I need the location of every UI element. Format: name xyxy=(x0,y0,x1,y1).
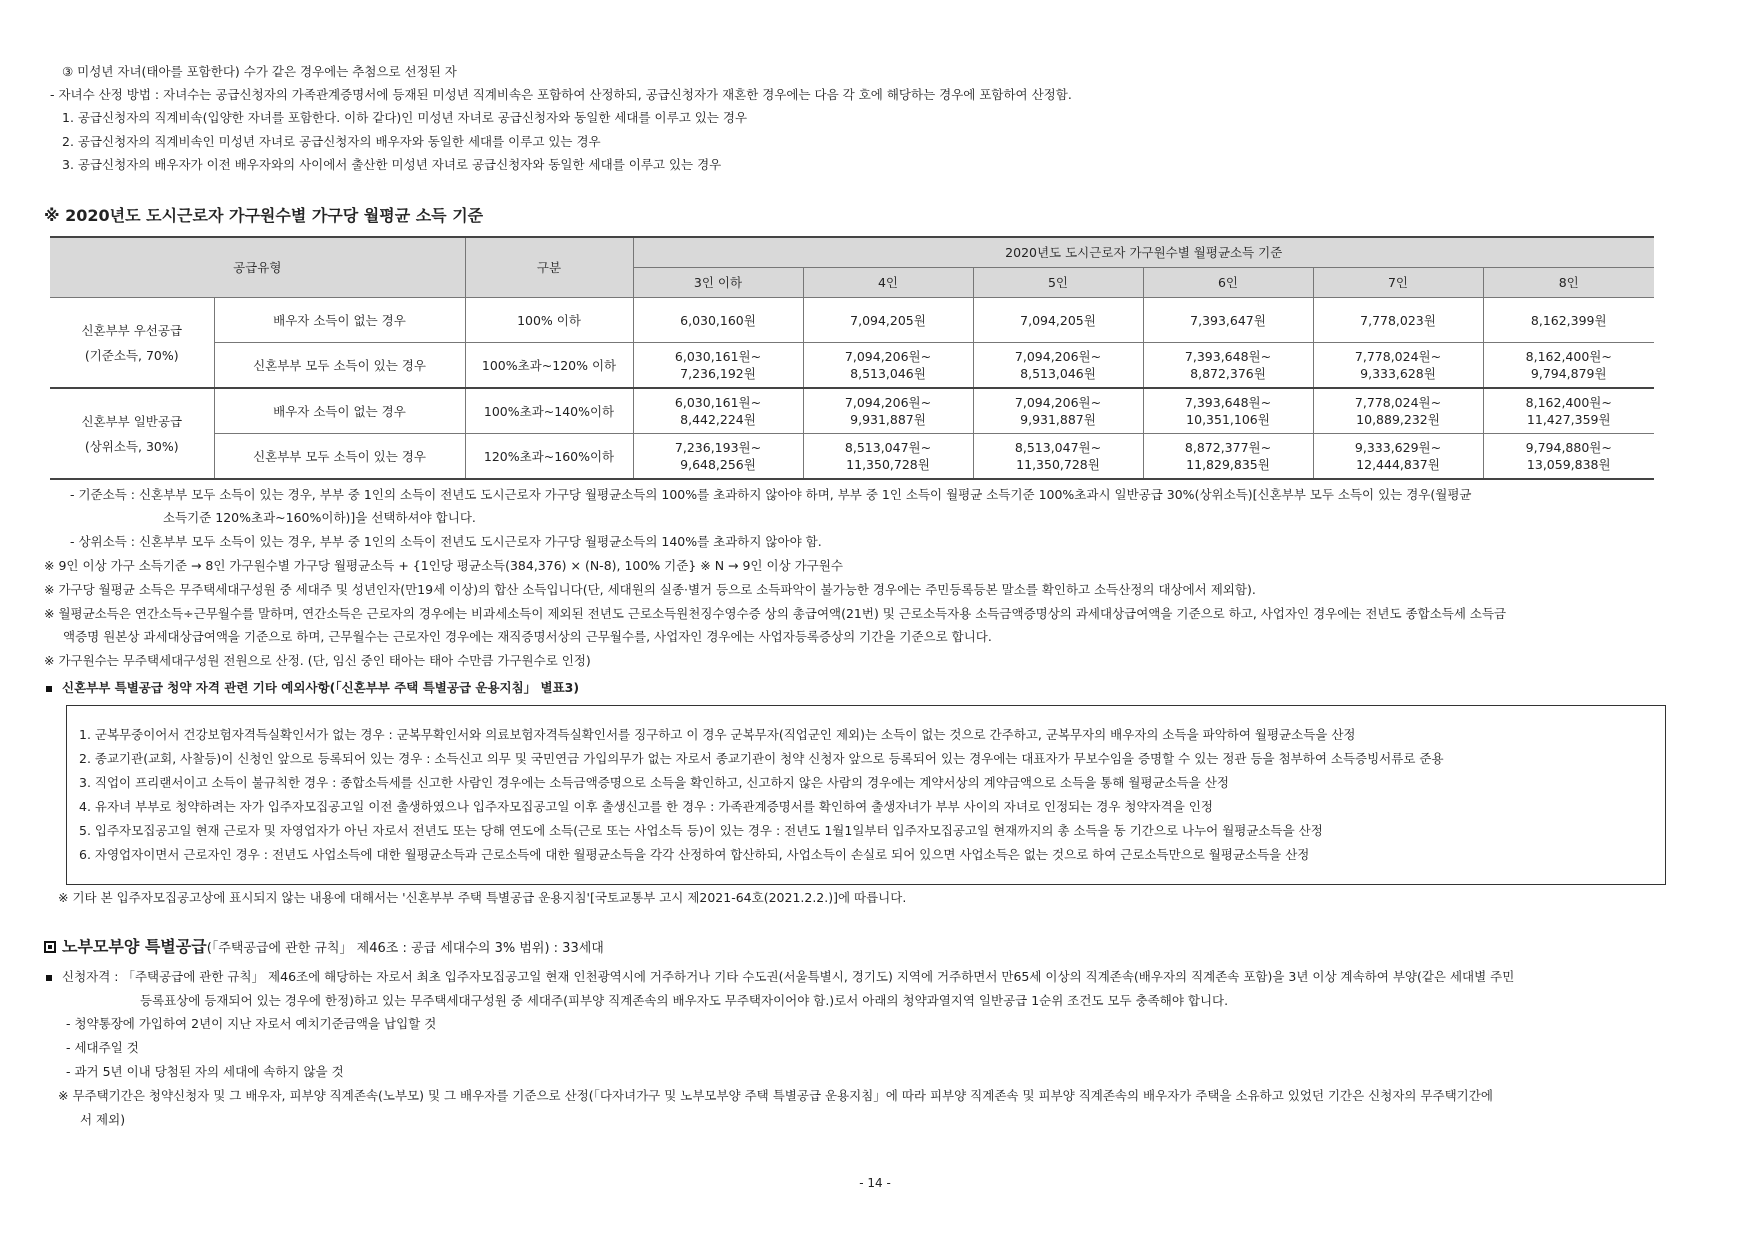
value-cell xyxy=(1313,434,1483,480)
box-item: 2. 종교기관(교회, 사찰등)이 신청인 앞으로 등록되어 있는 경우 : 소득신고 의무 및 국민연금 가입의무가 없는 자로서 종교기관이 청약 신청자 앞으로 등록되어 있는 경우에는 대표자가 무보수임을 증명할 수 있는 정관 등을 첨부하여 소득증빙서류로 준용 xyxy=(79,751,1444,766)
value-from: 6,030,161원~ xyxy=(674,395,762,410)
special-exception-title xyxy=(46,679,579,697)
group-sublabel: (기준소득, 70%) xyxy=(84,347,179,363)
header-col: 8인 xyxy=(1483,268,1654,298)
group-cell xyxy=(50,298,214,389)
value-from: 7,094,206원~ xyxy=(1014,395,1102,410)
value-from: 8,162,400원~ xyxy=(1525,395,1612,410)
row-range: 120%초과~160%이하 xyxy=(465,434,633,480)
special-title-text: 신혼부부 특별공급 청약 자격 관련 기타 예외사항(「신혼부부 주택 특별공급 운용지침」 별표3) xyxy=(62,680,580,695)
value-cell xyxy=(1313,343,1483,389)
value-cell xyxy=(1483,434,1654,480)
value-from: 9,794,880원~ xyxy=(1525,440,1612,455)
section-title-income: ※ 2020년도 도시근로자 가구원수별 가구당 월평균 소득 기준 xyxy=(44,206,484,225)
value-from: 7,236,193원~ xyxy=(674,440,762,455)
value-cell xyxy=(803,343,973,389)
note-line: - 상위소득 : 신혼부부 모두 소득이 있는 경우, 부부 중 1인의 소득이 전년도 도시근로자 가구당 월평균소득의 140%를 초과하지 않아야 함. xyxy=(70,534,822,549)
box-item: 4. 유자녀 부부로 청약하려는 자가 입주자모집공고일 이전 출생하였으나 입주자모집공고일 이후 출생신고를 한 경우 : 가족관계증명서를 확인하여 출생자녀가 부부 사이의 자녀로 인정되는 경우 청약자격을 인정 xyxy=(79,799,1213,814)
text-line: ③ 미성년 자녀(태아를 포함한다) 수가 같은 경우에는 추첨으로 선정된 자 xyxy=(62,64,457,79)
value-cell xyxy=(973,343,1143,389)
value-cell xyxy=(633,343,803,389)
value-from: 7,393,648원~ xyxy=(1184,349,1272,364)
value-to: 9,931,887원 xyxy=(850,412,926,427)
bullet-square-icon xyxy=(46,686,52,692)
value-from: 7,778,024원~ xyxy=(1354,395,1442,410)
value-cell xyxy=(1143,388,1313,434)
header-col: 3인 이하 xyxy=(633,268,803,298)
value-to: 10,889,232원 xyxy=(1356,412,1440,427)
value-to: 9,648,256원 xyxy=(680,457,756,472)
exception-box xyxy=(66,705,1666,885)
value-to: 10,351,106원 xyxy=(1186,412,1270,427)
value-cell: 6,030,160원 xyxy=(633,298,803,343)
box-item: 6. 자영업자이면서 근로자인 경우 : 전년도 사업소득에 대한 월평균소득과 근로소득에 대한 월평균소득을 각각 산정하여 합산하되, 사업소득이 손실로 되어 있으면 사업소득은 없는 것으로 하여 근로소득만으로 월평균소득을 산정 xyxy=(79,847,1310,862)
note-line: 액증명 원본상 과세대상급여액을 기준으로 하며, 근무월수는 근로자인 경우에는 재직증명서상의 근무월수를, 사업자인 경우에는 사업자등록증상의 기간을 기준으로 합니다. xyxy=(63,629,992,644)
value-from: 7,094,206원~ xyxy=(844,395,932,410)
page-number: - 14 - xyxy=(859,1176,891,1190)
table-row xyxy=(50,388,1654,434)
header-category: 구분 xyxy=(465,237,633,298)
row-label: 신혼부부 모두 소득이 있는 경우 xyxy=(214,343,465,389)
value-cell: 7,393,647원 xyxy=(1143,298,1313,343)
note-line: ※ 가구원수는 무주택세대구성원 전원으로 산정. (단, 임신 중인 태아는 태아 수만큼 가구원수로 인정) xyxy=(44,653,591,668)
value-to: 8,513,046원 xyxy=(850,366,926,381)
value-cell xyxy=(633,434,803,480)
note-line: ※ 무주택기간은 청약신청자 및 그 배우자, 피부양 직계존속(노부모) 및 그 배우자를 기준으로 산정(「다자녀가구 및 노부모부양 주택 특별공급 운용지침」에 따라 피부양 직계존속 및 피부양 직계존속의 배우자가 주택을 소유하고 있었던 기간은 신청자의 무주택기간에 xyxy=(58,1088,1493,1103)
value-to: 8,442,224원 xyxy=(680,412,756,427)
row-range: 100%초과~120% 이하 xyxy=(465,343,633,389)
value-from: 8,513,047원~ xyxy=(844,440,932,455)
value-to: 11,829,835원 xyxy=(1186,457,1270,472)
header-supply-type: 공급유형 xyxy=(50,237,465,298)
value-cell xyxy=(1313,388,1483,434)
table-row xyxy=(50,343,1654,389)
group-label: 신혼부부 일반공급 xyxy=(81,413,183,429)
qualification-text: 신청자격 : 「주택공급에 관한 규칙」 제46조에 해당하는 자로서 최초 입주자모집공고일 현재 인천광역시에 거주하거나 기타 수도권(서울특별시, 경기도) 지역에 거주하면서 만65세 이상의 직계존속(배우자의 직계존속 포함)을 3년 이상 계속하여 부양(같은 세대별 주민 xyxy=(62,969,1515,984)
box-item: 3. 직업이 프리랜서이고 소득이 불규칙한 경우 : 종합소득세를 신고한 사람인 경우에는 소득금액증명으로 소득을 확인하고, 신고하지 않은 사람의 경우에는 계약서상의 계약금액으로 소득을 통해 월평균소득을 산정 xyxy=(79,775,1229,790)
table-row xyxy=(50,298,1654,343)
note-line: ※ 가구당 월평균 소득은 무주택세대구성원 중 세대주 및 성년인자(만19세 이상)의 합산 소득입니다(단, 세대원의 실종·별거 등으로 소득파악이 불가능한 경우에는 주민등록등본 말소를 확인하고 소득산정의 대상에서 제외함). xyxy=(44,582,1256,597)
value-to: 9,794,879원 xyxy=(1530,366,1607,381)
value-from: 7,778,024원~ xyxy=(1354,349,1442,364)
group-label: 신혼부부 우선공급 xyxy=(81,322,183,338)
value-to: 8,513,046원 xyxy=(1020,366,1096,381)
value-from: 7,393,648원~ xyxy=(1184,395,1272,410)
box-item: 5. 입주자모집공고일 현재 근로자 및 자영업자가 아닌 자로서 전년도 또는 당해 연도에 소득(근로 또는 사업소득 등)이 있는 경우 : 전년도 1월1일부터 입주자모집공고일 현재까지의 총 소득을 동 기간으로 나누어 월평균소득을 산정 xyxy=(79,823,1323,838)
section2-title-text: 노부모부양 특별공급 xyxy=(62,937,207,956)
income-table xyxy=(50,236,1654,480)
value-from: 7,094,206원~ xyxy=(844,349,932,364)
note-line: ※ 월평균소득은 연간소득÷근무월수를 말하며, 연간소득은 근로자의 경우에는 비과세소득이 제외된 전년도 근로소득원천징수영수증 상의 총급여액(21번) 및 근로소득자용 소득금액증명상의 과세대상급여액을 기준으로 하고, 사업자인 경우에는 전년도 종합소득세 소득금 xyxy=(44,606,1507,621)
value-from: 8,513,047원~ xyxy=(1014,440,1102,455)
header-income-group: 2020년도 도시근로자 가구원수별 월평균소득 기준 xyxy=(633,237,1654,268)
value-to: 9,931,887원 xyxy=(1020,412,1096,427)
value-to: 7,236,192원 xyxy=(680,366,756,381)
section-title-elderly xyxy=(44,934,604,957)
value-from: 8,872,377원~ xyxy=(1184,440,1272,455)
text-line: - 자녀수 산정 방법 : 자녀수는 공급신청자의 가족관계증명서에 등재된 미성년 직계비속은 포함하여 산정하되, 공급신청자가 재혼한 경우에는 다음 각 호에 해당하는 경우에 포함하여 산정함. xyxy=(50,87,1072,102)
header-col: 6인 xyxy=(1143,268,1313,298)
qualification-line: 등록표상에 등재되어 있는 경우에 한정)하고 있는 무주택세대구성원 중 세대주(피부양 직계존속의 배우자도 무주택자이어야 함.)로서 아래의 청약과열지역 일반공급 1순위 조건도 모두 충족해야 합니다. xyxy=(140,993,1229,1008)
row-label: 배우자 소득이 없는 경우 xyxy=(214,388,465,434)
note-line: 소득기준 120%초과~160%이하)]을 선택하셔야 합니다. xyxy=(163,510,476,525)
note-line: - 기준소득 : 신혼부부 모두 소득이 있는 경우, 부부 중 1인의 소득이 전년도 도시근로자 가구당 월평균소득의 100%를 초과하지 않아야 하며, 부부 중 1인 소득이 월평균 소득기준 100%초과시 일반공급 30%(상위소득)[신혼부부 모두 소득이 있는 경우(월평균 xyxy=(70,487,1472,502)
text-line: 3. 공급신청자의 배우자가 이전 배우자와의 사이에서 출산한 미성년 자녀로 공급신청자와 동일한 세대를 이루고 있는 경우 xyxy=(62,157,722,172)
row-label: 배우자 소득이 없는 경우 xyxy=(214,298,465,343)
group-sublabel: (상위소득, 30%) xyxy=(84,438,179,454)
section-square-icon xyxy=(44,941,56,953)
value-from: 7,094,206원~ xyxy=(1014,349,1102,364)
value-cell xyxy=(803,434,973,480)
value-cell xyxy=(1483,388,1654,434)
value-to: 11,350,728원 xyxy=(846,457,930,472)
value-to: 9,333,628원 xyxy=(1360,366,1436,381)
value-from: 8,162,400원~ xyxy=(1525,349,1612,364)
header-col: 5인 xyxy=(973,268,1143,298)
text-line: 1. 공급신청자의 직계비속(입양한 자녀를 포함한다. 이하 같다)인 미성년 자녀로 공급신청자와 동일한 세대를 이루고 있는 경우 xyxy=(62,110,748,125)
value-to: 11,350,728원 xyxy=(1016,457,1100,472)
table-row xyxy=(50,434,1654,480)
value-cell: 8,162,399원 xyxy=(1483,298,1654,343)
value-cell xyxy=(1143,434,1313,480)
text-line: 2. 공급신청자의 직계비속인 미성년 자녀로 공급신청자의 배우자와 동일한 세대를 이루고 있는 경우 xyxy=(62,134,601,149)
box-item: 1. 군복무중이어서 건강보험자격득실확인서가 없는 경우 : 군복무확인서와 의료보험자격득실확인서를 징구하고 이 경우 군복무자(직업군인 제외)는 소득이 없는 것으로 간주하고, 군복무자의 배우자의 소득을 파악하여 월평균소득을 산정 xyxy=(79,727,1356,742)
value-cell xyxy=(1143,343,1313,389)
value-cell xyxy=(1483,343,1654,389)
note-line: ※ 9인 이상 가구 소득기준 → 8인 가구원수별 가구당 월평균소득 + {1인당 평균소득(384,376) × (N-8), 100% 기준} ※ N → 9인 이상 가구원수 xyxy=(44,558,843,573)
header-col: 4인 xyxy=(803,268,973,298)
row-range: 100% 이하 xyxy=(465,298,633,343)
value-to: 13,059,838원 xyxy=(1526,457,1611,472)
value-cell: 7,094,205원 xyxy=(803,298,973,343)
after-box-note: ※ 기타 본 입주자모집공고상에 표시되지 않는 내용에 대해서는 '신혼부부 주택 특별공급 운용지침'[국토교통부 고시 제2021-64호(2021.2.2.)]에 따릅니다. xyxy=(58,890,907,905)
value-from: 9,333,629원~ xyxy=(1354,440,1442,455)
value-to: 8,872,376원 xyxy=(1190,366,1266,381)
condition-line: - 과거 5년 이내 당첨된 자의 세대에 속하지 않을 것 xyxy=(66,1064,344,1079)
header-col: 7인 xyxy=(1313,268,1483,298)
value-cell: 7,094,205원 xyxy=(973,298,1143,343)
row-range: 100%초과~140%이하 xyxy=(465,388,633,434)
condition-line: - 청약통장에 가입하여 2년이 지난 자로서 예치기준금액을 납입할 것 xyxy=(66,1016,437,1031)
qualification-line xyxy=(46,968,1514,986)
value-to: 12,444,837원 xyxy=(1356,457,1440,472)
value-cell xyxy=(633,388,803,434)
value-cell xyxy=(973,434,1143,480)
bullet-square-icon xyxy=(46,975,52,981)
value-cell: 7,778,023원 xyxy=(1313,298,1483,343)
note-line: 서 제외) xyxy=(80,1112,126,1127)
row-label: 신혼부부 모두 소득이 있는 경우 xyxy=(214,434,465,480)
value-cell xyxy=(973,388,1143,434)
group-cell xyxy=(50,388,214,479)
value-to: 11,427,359원 xyxy=(1526,412,1611,427)
value-cell xyxy=(803,388,973,434)
condition-line: - 세대주일 것 xyxy=(66,1040,139,1055)
value-from: 6,030,161원~ xyxy=(674,349,762,364)
section2-subtitle: (「주택공급에 관한 규칙」 제46조 : 공급 세대수의 3% 범위) : 33세대 xyxy=(206,941,604,956)
